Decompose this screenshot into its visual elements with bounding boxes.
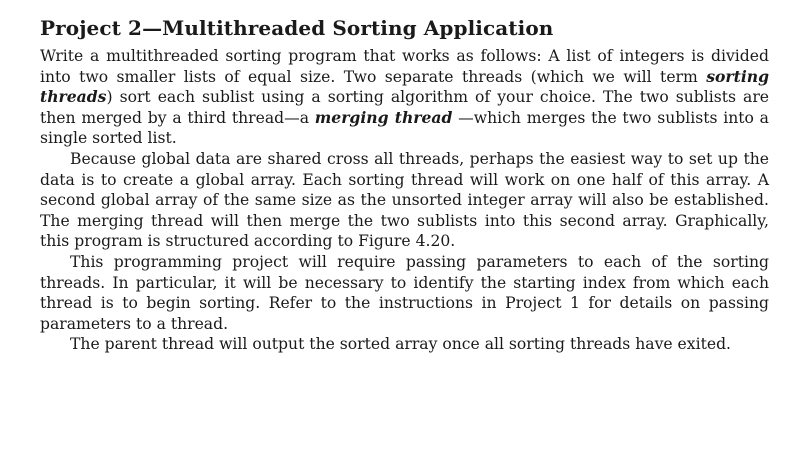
paragraph-output: The parent thread will output the sorted array once all sorting threads have exited. — [70, 335, 732, 354]
intro-text-c: —which merges the two sublists into a single sorted list. — [40, 108, 769, 148]
project-title: Project 2—Multithreaded Sorting Application — [40, 16, 554, 40]
intro-text-a: Write a multithreaded sorting program that works as follows: A list of integers is divided into two smaller lists of equal size. Two separate threads (which we will term — [40, 47, 769, 86]
paragraph-global-data: Because global data are shared cross all threads, perhaps the easiest way to set up the data is to create a global array. Each sorting thread will work on one half of this array. A second global array of the same size as the unsorted integer array will also be established. The merging thread will then merge the two sublists into this second array. Graphically, this program is structured according to Figure 4.20. — [40, 149, 769, 251]
term-sorting-threads: sorting threads — [40, 66, 769, 107]
intro-text-b: ) sort each sublist using a sorting algorithm of your choice. The two sublists are then merged by a third thread—a — [40, 88, 769, 127]
term-merging-thread: merging thread — [314, 107, 453, 127]
paragraph-parameters: This programming project will require passing parameters to each of the sorting threads. In particular, it will be necessary to identify the starting index from which each thread is to begin sorting. Refer to the instructions in Project 1 for details on passing parameters to a thread. — [40, 252, 769, 333]
paragraph-intro — [40, 46, 769, 149]
